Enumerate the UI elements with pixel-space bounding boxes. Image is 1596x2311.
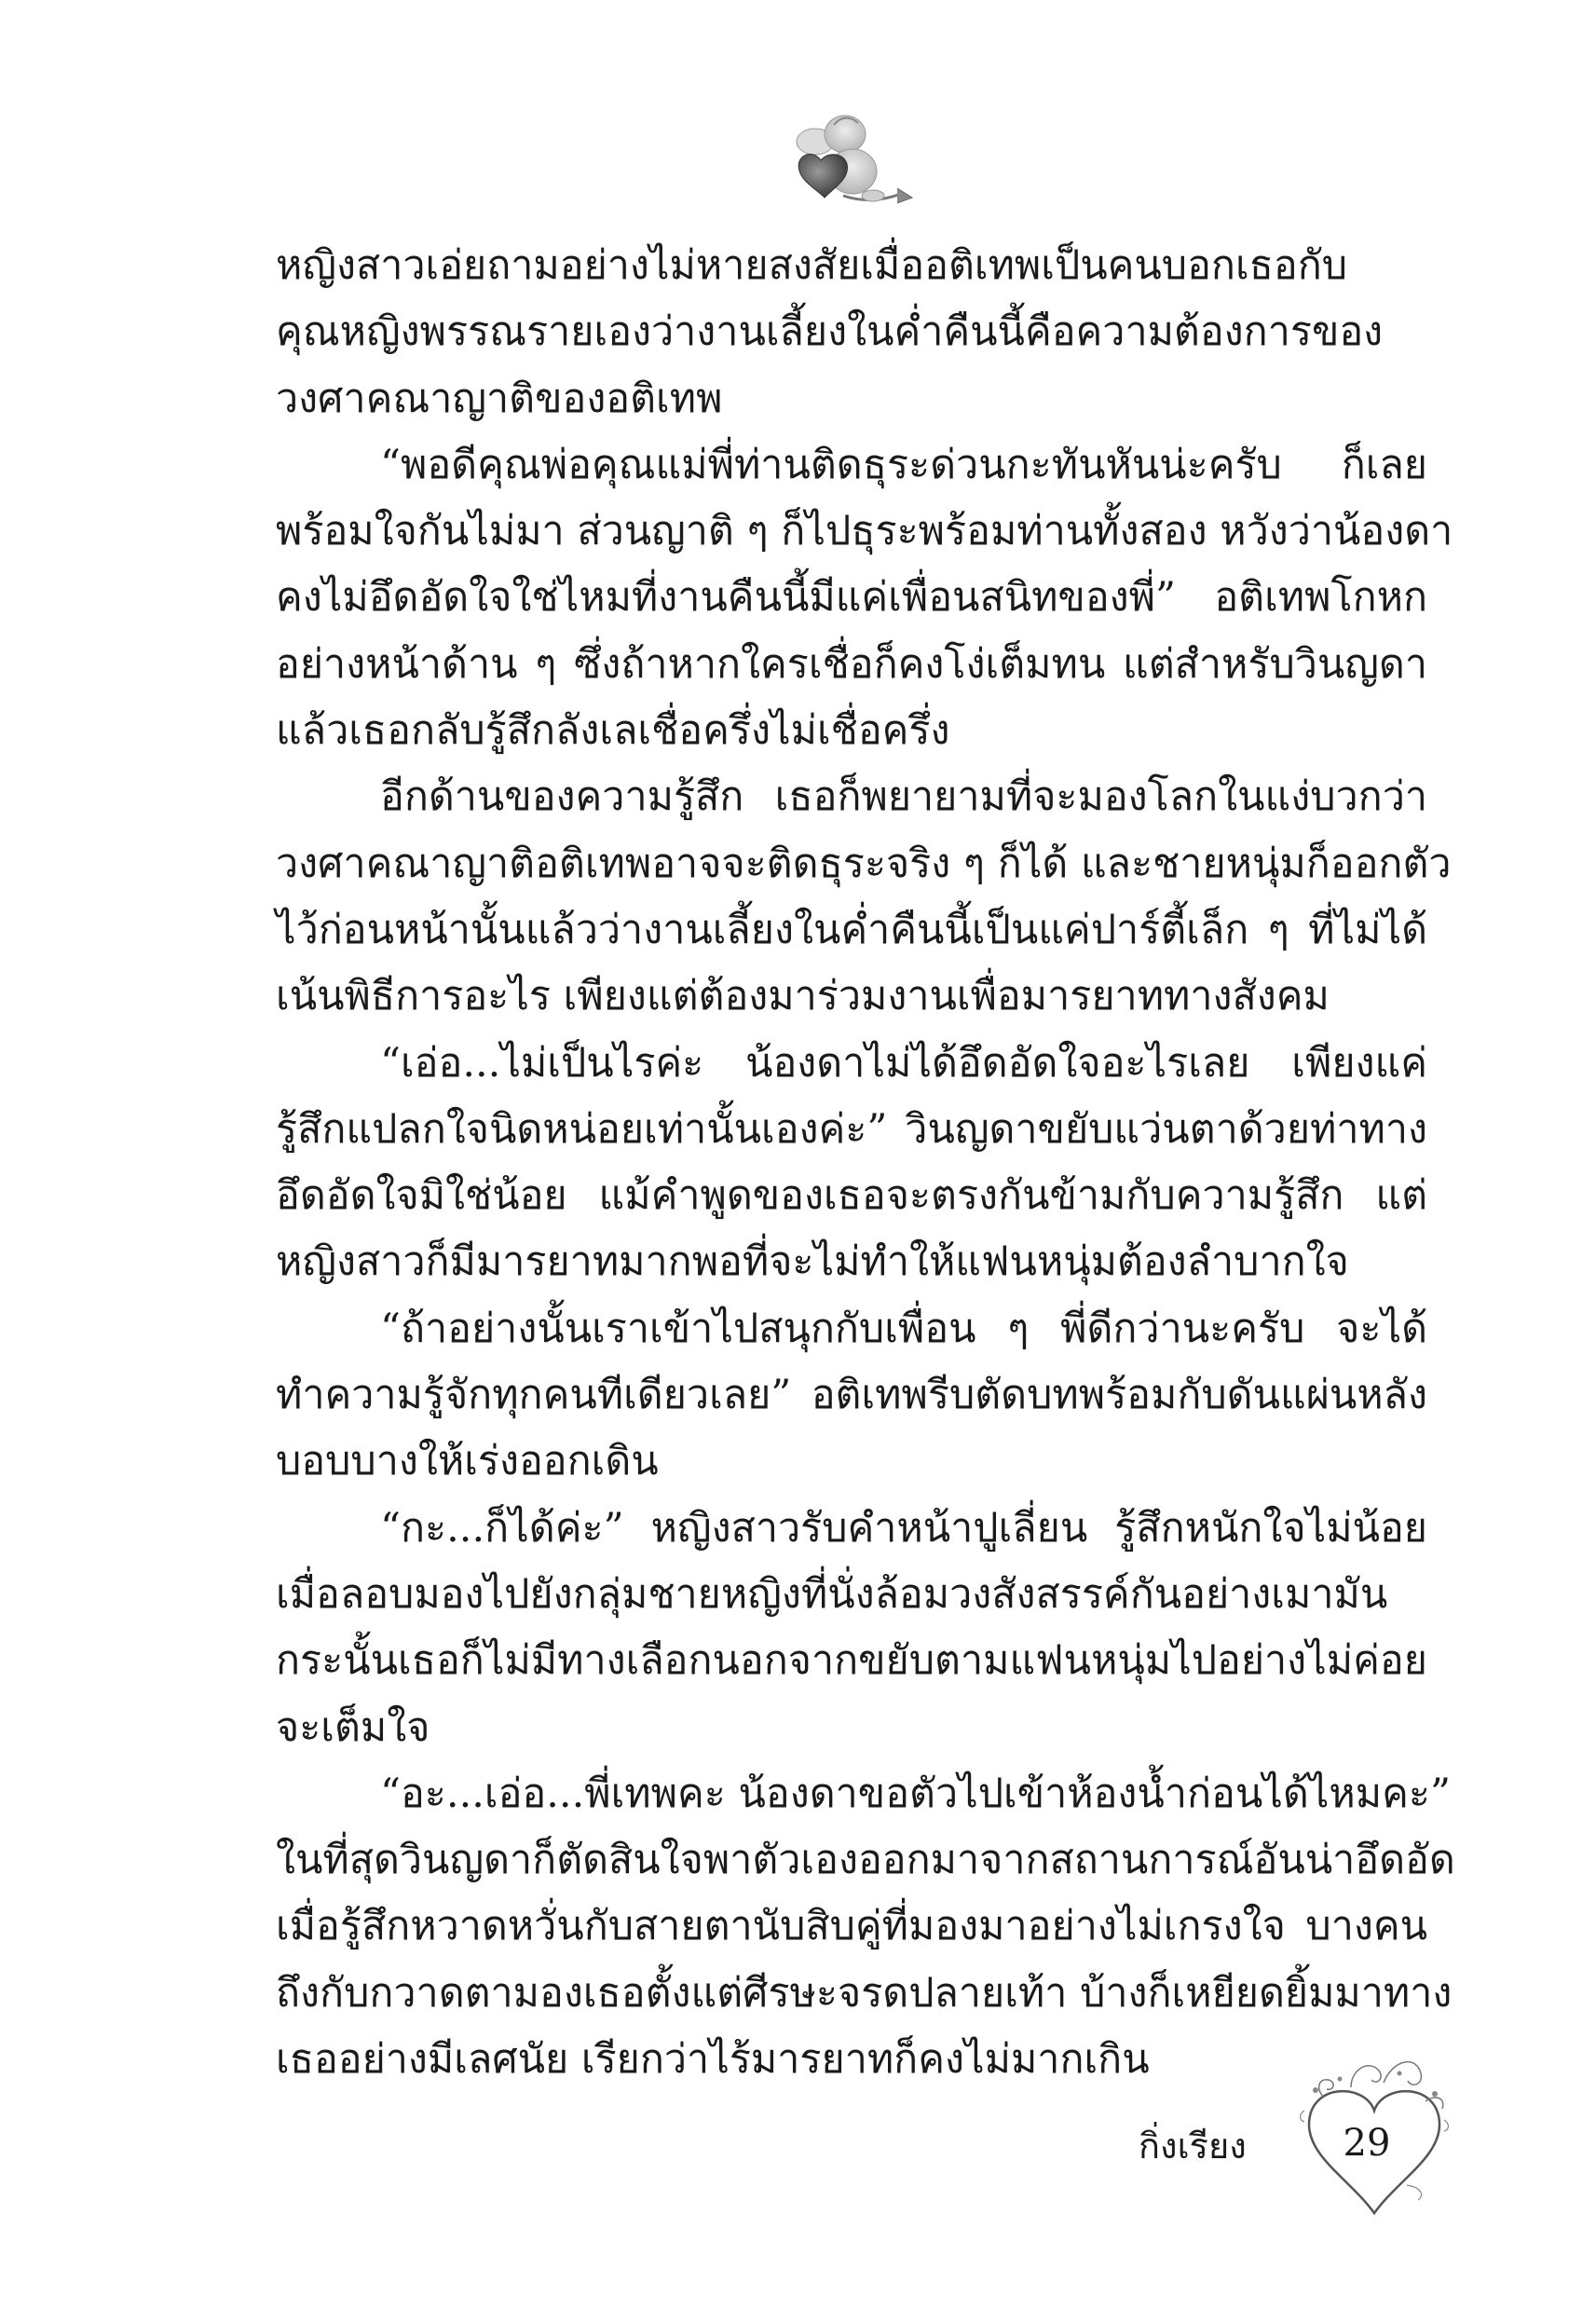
text-line: หญิงสาวก็มีมารยาทมากพอที่จะไม่ทำให้แฟนหนุ่มต้องลำบากใจ (276, 1238, 1349, 1286)
text-line: เมื่อลอบมองไปยังกลุ่มชายหญิงที่นั่งล้อมวงสังสรรค์กันอย่างเมามัน (276, 1570, 1388, 1618)
text-line: ในที่สุดวินญดาก็ตัดสินใจพาตัวเองออกมาจากสถานการณ์อันน่าอึดอัด (276, 1837, 1455, 1884)
text-line: ทำความรู้จักทุกคนทีเดียวเลย” อติเทพรีบตัดบทพร้อมกับดันแผ่นหลัง (276, 1372, 1427, 1419)
text-line: หญิงสาวเอ่ยถามอย่างไม่หายสงสัยเมื่ออติเทพเป็นคนบอกเธอกับ (276, 242, 1348, 289)
page-number: 29 (1343, 2122, 1391, 2165)
text-line: “ถ้าอย่างนั้นเราเข้าไปสนุกกับเพื่อน ๆ พี่ดีกว่านะครับ จะได้ (380, 1305, 1427, 1352)
text-line: พร้อมใจกันไม่มา ส่วนญาติ ๆ ก็ไปธุระพร้อมท่านทั้งสอง หวังว่าน้องดา (276, 508, 1453, 555)
text-line: คงไม่อึดอัดใจใช่ไหมที่งานคืนนี้มีแค่เพื่อนสนิทของพี่” อติเทพโกหก (276, 574, 1427, 622)
text-line: ถึงกับกวาดตามองเธอตั้งแต่ศีรษะจรดปลายเท้า บ้างก็เหยียดยิ้มมาทาง (276, 1969, 1453, 2017)
text-line: จะเต็มใจ (276, 1703, 430, 1751)
text-line: เธออย่างมีเลศนัย เรียกว่าไร้มารยาทก็คงไม่มากเกิน (276, 2036, 1150, 2084)
cupid-with-heart-icon (787, 103, 927, 210)
text-line: “อะ...เอ่อ...พี่เทพคะ น้องดาขอตัวไปเข้าห้องน้ำก่อนได้ไหมคะ” (380, 1770, 1451, 1817)
text-line: รู้สึกแปลกใจนิดหน่อยเท่านั้นเองค่ะ” วินญดาขยับแว่นตาด้วยท่าทาง (276, 1105, 1427, 1153)
text-line: อีกด้านของความรู้สึก เธอก็พยายามที่จะมองโลกในแง่บวกว่า (380, 773, 1427, 821)
text-line: วงศาคณาญาติอติเทพอาจจะติดธุระจริง ๆ ก็ได้ และชายหนุ่มก็ออกตัว (276, 840, 1452, 887)
text-line: วงศาคณาญาติของอติเทพ (276, 375, 723, 422)
book-title: กิ่งเรียง (1139, 2126, 1247, 2167)
text-line: อึดอัดใจมิใช่น้อย แม้คำพูดของเธอจะตรงกันข้ามกับความรู้สึก แต่ (276, 1172, 1427, 1220)
body-text (276, 233, 1455, 2093)
text-line: คุณหญิงพรรณรายเองว่างานเลี้ยงในค่ำคืนนี้คือความต้องการของ (276, 308, 1384, 356)
text-line: เน้นพิธีการอะไร เพียงแต่ต้องมาร่วมงานเพื่อมารยาททางสังคม (276, 973, 1330, 1020)
text-line: กระนั้นเธอก็ไม่มีทางเลือกนอกจากขยับตามแฟนหนุ่มไปอย่างไม่ค่อย (276, 1637, 1427, 1685)
text-line: แล้วเธอกลับรู้สึกลังเลเชื่อครึ่งไม่เชื่อครึ่ง (276, 707, 950, 755)
text-line: ไว้ก่อนหน้านั้นแล้วว่างานเลี้ยงในค่ำคืนนี้เป็นแค่ปาร์ตี้เล็ก ๆ ที่ไม่ได้ (276, 906, 1427, 953)
text-line: อย่างหน้าด้าน ๆ ซึ่งถ้าหากใครเชื่อก็คงโง่เต็มทน แต่สำหรับวินญดา (276, 640, 1427, 688)
text-line: เมื่อรู้สึกหวาดหวั่นกับสายตานับสิบคู่ที่มองมาอย่างไม่เกรงใจ บางคน (276, 1903, 1427, 1950)
text-line: “กะ...ก็ได้ค่ะ” หญิงสาวรับคำหน้าปูเลี่ยน รู้สึกหนักใจไม่น้อย (380, 1504, 1427, 1552)
text-line: “เอ่อ...ไม่เป็นไรค่ะ น้องดาไม่ได้อึดอัดใจอะไรเลย เพียงแค่ (380, 1039, 1427, 1087)
text-line: บอบบางให้เร่งออกเดิน (276, 1438, 659, 1485)
text-line: “พอดีคุณพ่อคุณแม่พี่ท่านติดธุระด่วนกะทันหันน่ะครับ ก็เลย (380, 441, 1427, 488)
